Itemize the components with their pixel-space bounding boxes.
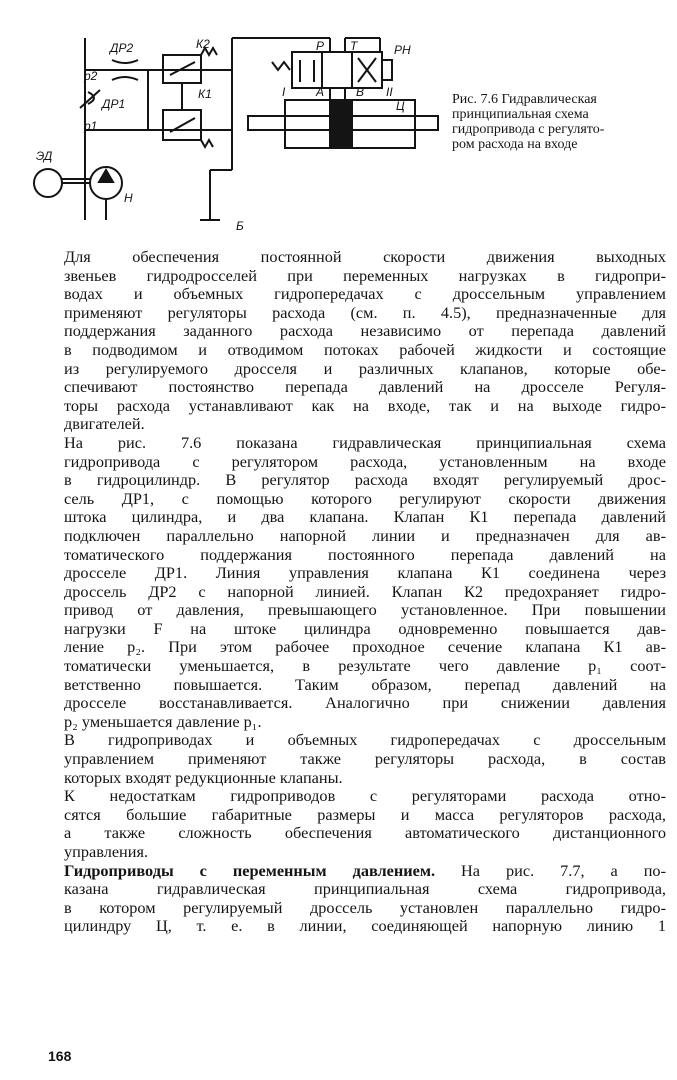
text-line: которых входят редукционные клапаны.	[64, 767, 343, 787]
text-line: томатически уменьшается, в результате чего давление p₁ соот-	[64, 656, 666, 676]
text-line: звеньев гидродросселей при переменных нагрузках в гидропри-	[64, 265, 666, 285]
text-line: двигателей.	[64, 414, 145, 434]
text-line: дросселе ДР1. Линия управления клапана К1 соединена через	[64, 563, 666, 583]
text-line: дросселе восстанавливается. Аналогично при снижении давления	[64, 693, 666, 713]
figure-caption	[452, 92, 664, 152]
text-line: томатического поддержания постоянного перепада давлений на	[64, 544, 666, 564]
text-line: p₂ уменьшается давление p₁.	[64, 711, 262, 731]
text-line	[50, 862, 666, 881]
label-ii: II	[386, 85, 393, 99]
motor-circle	[34, 169, 62, 197]
caption-line: принципиальная схема	[452, 107, 589, 122]
label-h: Н	[124, 191, 133, 205]
label-t: Т	[350, 39, 358, 53]
caption-line: Рис. 7.6 Гидравлическая	[452, 92, 597, 107]
valve-section-1	[292, 52, 322, 88]
label-b: Б	[236, 219, 244, 233]
label-k1: К1	[198, 87, 212, 101]
label-v: В	[356, 85, 365, 99]
label-dr2: ДР2	[110, 41, 134, 55]
text-line: в гидроцилиндр. В регулятор расхода входят регулируемый дрос-	[64, 470, 666, 490]
text-line: В гидроприводах и объемных гидропередачах с дроссельным	[64, 730, 666, 750]
text-line: водах и объемных гидропередачах с дроссельным управлением	[64, 284, 666, 304]
text-line: нагрузки F на штоке цилиндра одновременно повышается дав-	[64, 618, 666, 638]
text-line: из регулируемого дросселя и различных клапанов, которые обе-	[64, 358, 666, 378]
text-line: управления.	[64, 842, 149, 861]
hydraulic-diagram-figure	[0, 0, 677, 240]
text-line: применяют регуляторы расхода (см. п. 4.5), предназначенные для	[64, 302, 666, 322]
text-line: торы расхода устанавливают как на входе, так и на выходе гидро-	[64, 395, 666, 415]
paragraph-5	[50, 862, 666, 936]
label-dr1: ДР1	[102, 97, 126, 111]
paragraph-1	[50, 248, 666, 434]
text-line: ветственно повышается. Таким образом, перепад давлений на	[64, 674, 666, 694]
body-text	[50, 248, 666, 936]
label-a: А	[316, 85, 325, 99]
caption-line: ром расхода на входе	[452, 137, 578, 152]
text-line: спечивают постоянство перепада давлений на дросселе Регуля-	[64, 377, 666, 397]
text-line: Для обеспечения постоянной скорости движения выходных	[64, 247, 666, 266]
page-number: 168	[48, 1048, 72, 1064]
label-p2: p2	[84, 69, 98, 83]
section-heading: Гидроприводы с переменным давлением.	[64, 860, 436, 880]
text-line: штока цилиндра, и два клапана. Клапан К1 перепада давлений	[64, 507, 666, 527]
text-line: сятся большие габаритные размеры и масса регуляторов расхода,	[64, 804, 666, 824]
text-line: сель ДР1, с помощью которого регулируют скорости движения	[64, 488, 666, 508]
text-line: К недостаткам гидроприводов с регуляторами расхода отно-	[64, 786, 666, 806]
text-line: казана гидравлическая принципиальная схема гидропривода,	[64, 879, 666, 899]
caption-line: гидропривода с регулято-	[452, 122, 605, 137]
text-line: подключен параллельно напорной линии и предназначен для ав-	[64, 525, 666, 545]
label-pn: РН	[394, 43, 411, 57]
label-c: Ц	[396, 99, 405, 113]
text-line: в котором регулируемый дроссель установлен параллельно гидро-	[64, 897, 666, 917]
text-line: в подводимом и отводимом потоках рабочей жидкости и состоящие	[64, 339, 666, 359]
label-i: I	[282, 85, 286, 99]
label-ed: ЭД	[36, 149, 53, 163]
paragraph-2	[50, 434, 666, 732]
text-line: ление p₂. При этом рабочее проходное сечение клапана К1 ав-	[64, 637, 666, 657]
label-p: Р	[316, 39, 325, 53]
label-p1: p1	[84, 119, 98, 133]
text-fragment: На рис. 7.7, а по-	[435, 860, 666, 880]
text-line: поддержания заданного расхода независимо от перепада давлений	[64, 321, 666, 341]
text-line: а также сложность обеспечения автоматического дистанционного	[64, 823, 666, 843]
text-line: На рис. 7.6 показана гидравлическая принципиальная схема	[64, 432, 666, 452]
valve-section-2	[322, 52, 352, 88]
paragraph-4	[50, 787, 666, 861]
label-k2: К2	[196, 37, 210, 51]
paragraph-3	[50, 731, 666, 787]
text-line: привод от давления, превышающего установленное. При повышении	[64, 600, 666, 620]
text-line: дроссель ДР2 с напорной линией. Клапан К2 предохраняет гидро-	[64, 581, 666, 601]
text-line: гидропривода с регулятором расхода, установленным на входе	[64, 451, 666, 471]
text-line: управлением применяют также регуляторы расхода, в состав	[64, 749, 666, 769]
text-line: цилиндру Ц, т. е. в линии, соединяющей напорную линию 1	[64, 916, 666, 936]
